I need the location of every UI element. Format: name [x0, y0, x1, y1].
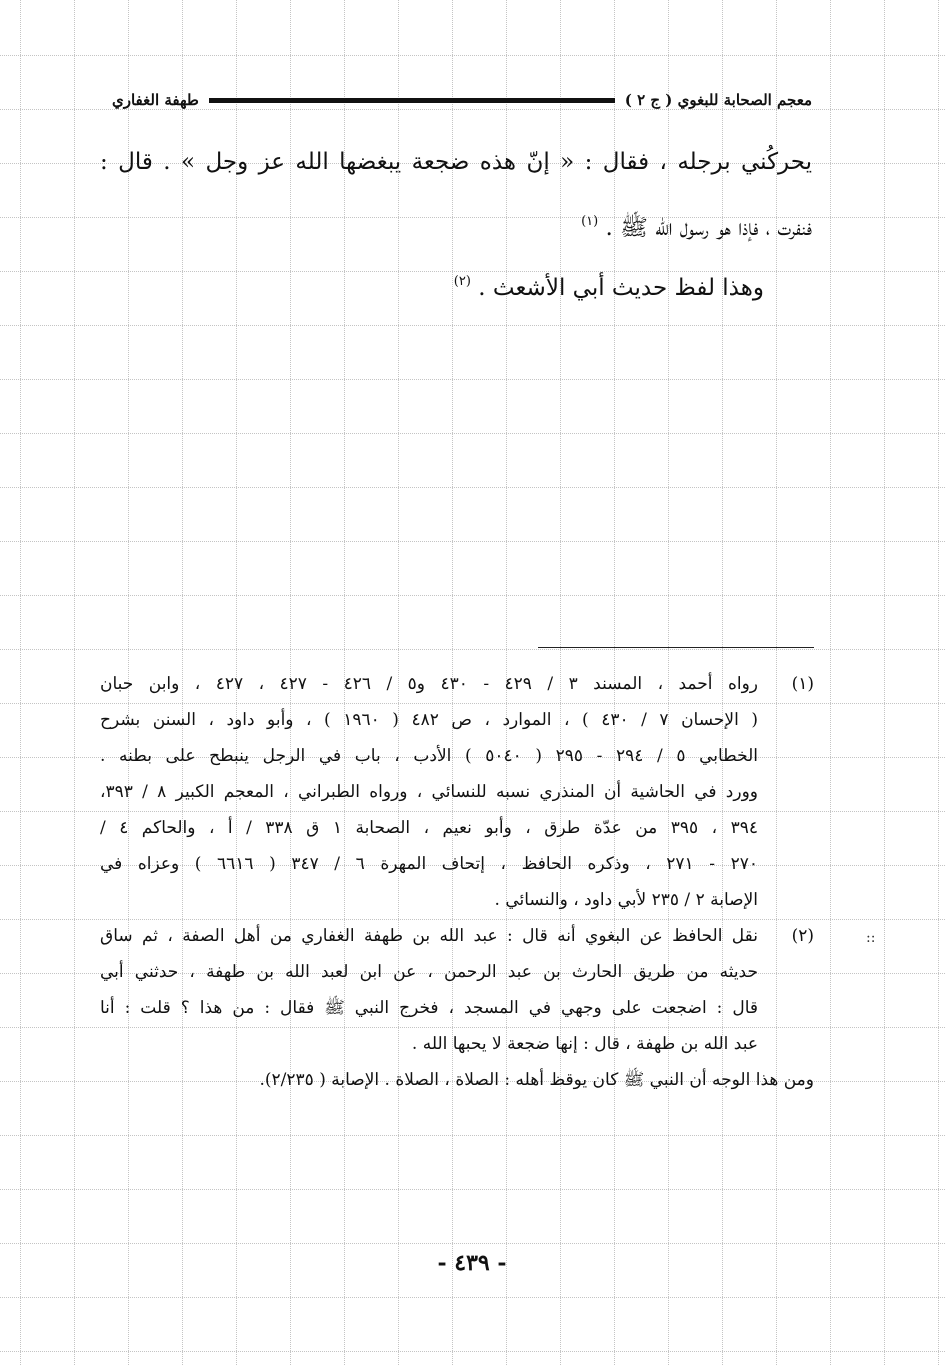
footnote-number: (٢) — [791, 926, 814, 946]
grid-line — [0, 649, 945, 650]
margin-mark: :: — [866, 930, 876, 946]
footnote-line: حديثه من طريق الحارث بن عبد الرحمن ، عن ابن لعبد الله بن طهفة ، حدثني أبي — [100, 962, 758, 982]
grid-line — [0, 1135, 945, 1136]
footnote-line: الإصابة ٢ / ٢٣٥ لأبي داود ، والنسائي . — [494, 890, 758, 910]
grid-line — [20, 0, 21, 1365]
footnote-line: الخطابي ٥ / ٢٩٤ - ٢٩٥ ( ٥٠٤٠ ) الأدب ، باب في الرجل ينبطح على بطنه . — [100, 746, 758, 766]
grid-line — [938, 0, 939, 1365]
footnote-line: ٢٧٠ - ٢٧١ ، وذكره الحافظ ، إتحاف المهرة ٦ / ٣٤٧ ( ٦٦١٦ ) وعزاه في — [100, 854, 758, 874]
footnote-2 — [100, 918, 814, 1098]
footnote-number: (١) — [791, 674, 814, 694]
footnote-line: وورد في الحاشية أن المنذري نسبه للنسائي ، ورواه الطبراني ، المعجم الكبير ٨ / ٣٩٣، — [100, 782, 758, 802]
footnote-line: رواه أحمد ، المسند ٣ / ٤٢٩ - ٤٣٠ و٥ / ٤٢٦ - ٤٢٧ ، ٤٢٧ ، وابن حبان — [100, 674, 758, 694]
grid-line — [0, 55, 945, 56]
body-line: وهذا لفظ حديث أبي الأشعث . $^{(٢)}$ — [453, 274, 764, 301]
grid-line — [0, 379, 945, 380]
footnote-ref[interactable]: (١) — [581, 214, 599, 229]
grid-line — [0, 1297, 945, 1298]
footnote-line: ومن هذا الوجه أن النبي ﷺ كان يوقظ أهله : الصلاة ، الصلاة . الإصابة ( ٢/٢٣٥). — [259, 1070, 814, 1090]
main-text — [100, 140, 812, 320]
body-line: يحركُني برجله ، فقال : « إنّ هذه ضجعة يبغضها الله عز وجل » . قال : — [100, 149, 812, 175]
footnote-line: ٣٩٤ ، ٣٩٥ من عدّة طرق ، وأبو نعيم ، الصحابة ١ ق ٣٣٨ / أ ، والحاكم ٤ / — [100, 818, 758, 838]
grid-line — [830, 0, 831, 1365]
grid-line — [74, 0, 75, 1365]
page-number: - ٤٣٩ - — [437, 1250, 507, 1276]
footnote-1 — [100, 666, 814, 918]
footnote-line: عبد الله بن طهفة ، قال : إنها ضجعة لا يحبها الله . — [411, 1034, 758, 1054]
footnotes — [100, 666, 814, 1098]
running-header — [112, 84, 812, 116]
footnote-ref[interactable]: (٢) — [453, 274, 471, 289]
grid-line — [0, 487, 945, 488]
grid-line — [0, 325, 945, 326]
footnote-separator — [538, 647, 814, 648]
book-title: معجم الصحابة للبغوي ( ج ٢ ) — [624, 91, 812, 109]
grid-line — [0, 595, 945, 596]
footnote-line: نقل الحافظ عن البغوي أنه قال : عبد الله بن طهفة الغفاري من أهل الصفة ، ثم ساق — [100, 926, 758, 946]
section-title: طهفة الغفاري — [112, 91, 199, 109]
header-rule — [209, 98, 615, 103]
footnote-line: قال : اضجعت على وجهي في المسجد ، فخرج النبي ﷺ فقال : من هذا ؟ قلت : أنا — [100, 998, 758, 1018]
grid-line — [0, 433, 945, 434]
footnote-line: ( الإحسان ٧ / ٤٣٠ ) ، الموارد ، ص ٤٨٢ ( ١٩٦٠ ) ، وأبو داود ، السنن بشرح — [100, 710, 758, 730]
grid-line — [0, 1351, 945, 1352]
body-line: فنفرت ، فإذا هو رسول الله ﷺ . $^{(١)}$ — [581, 214, 812, 241]
grid-line — [0, 541, 945, 542]
grid-line — [0, 1243, 945, 1244]
grid-line — [0, 1189, 945, 1190]
grid-line — [884, 0, 885, 1365]
